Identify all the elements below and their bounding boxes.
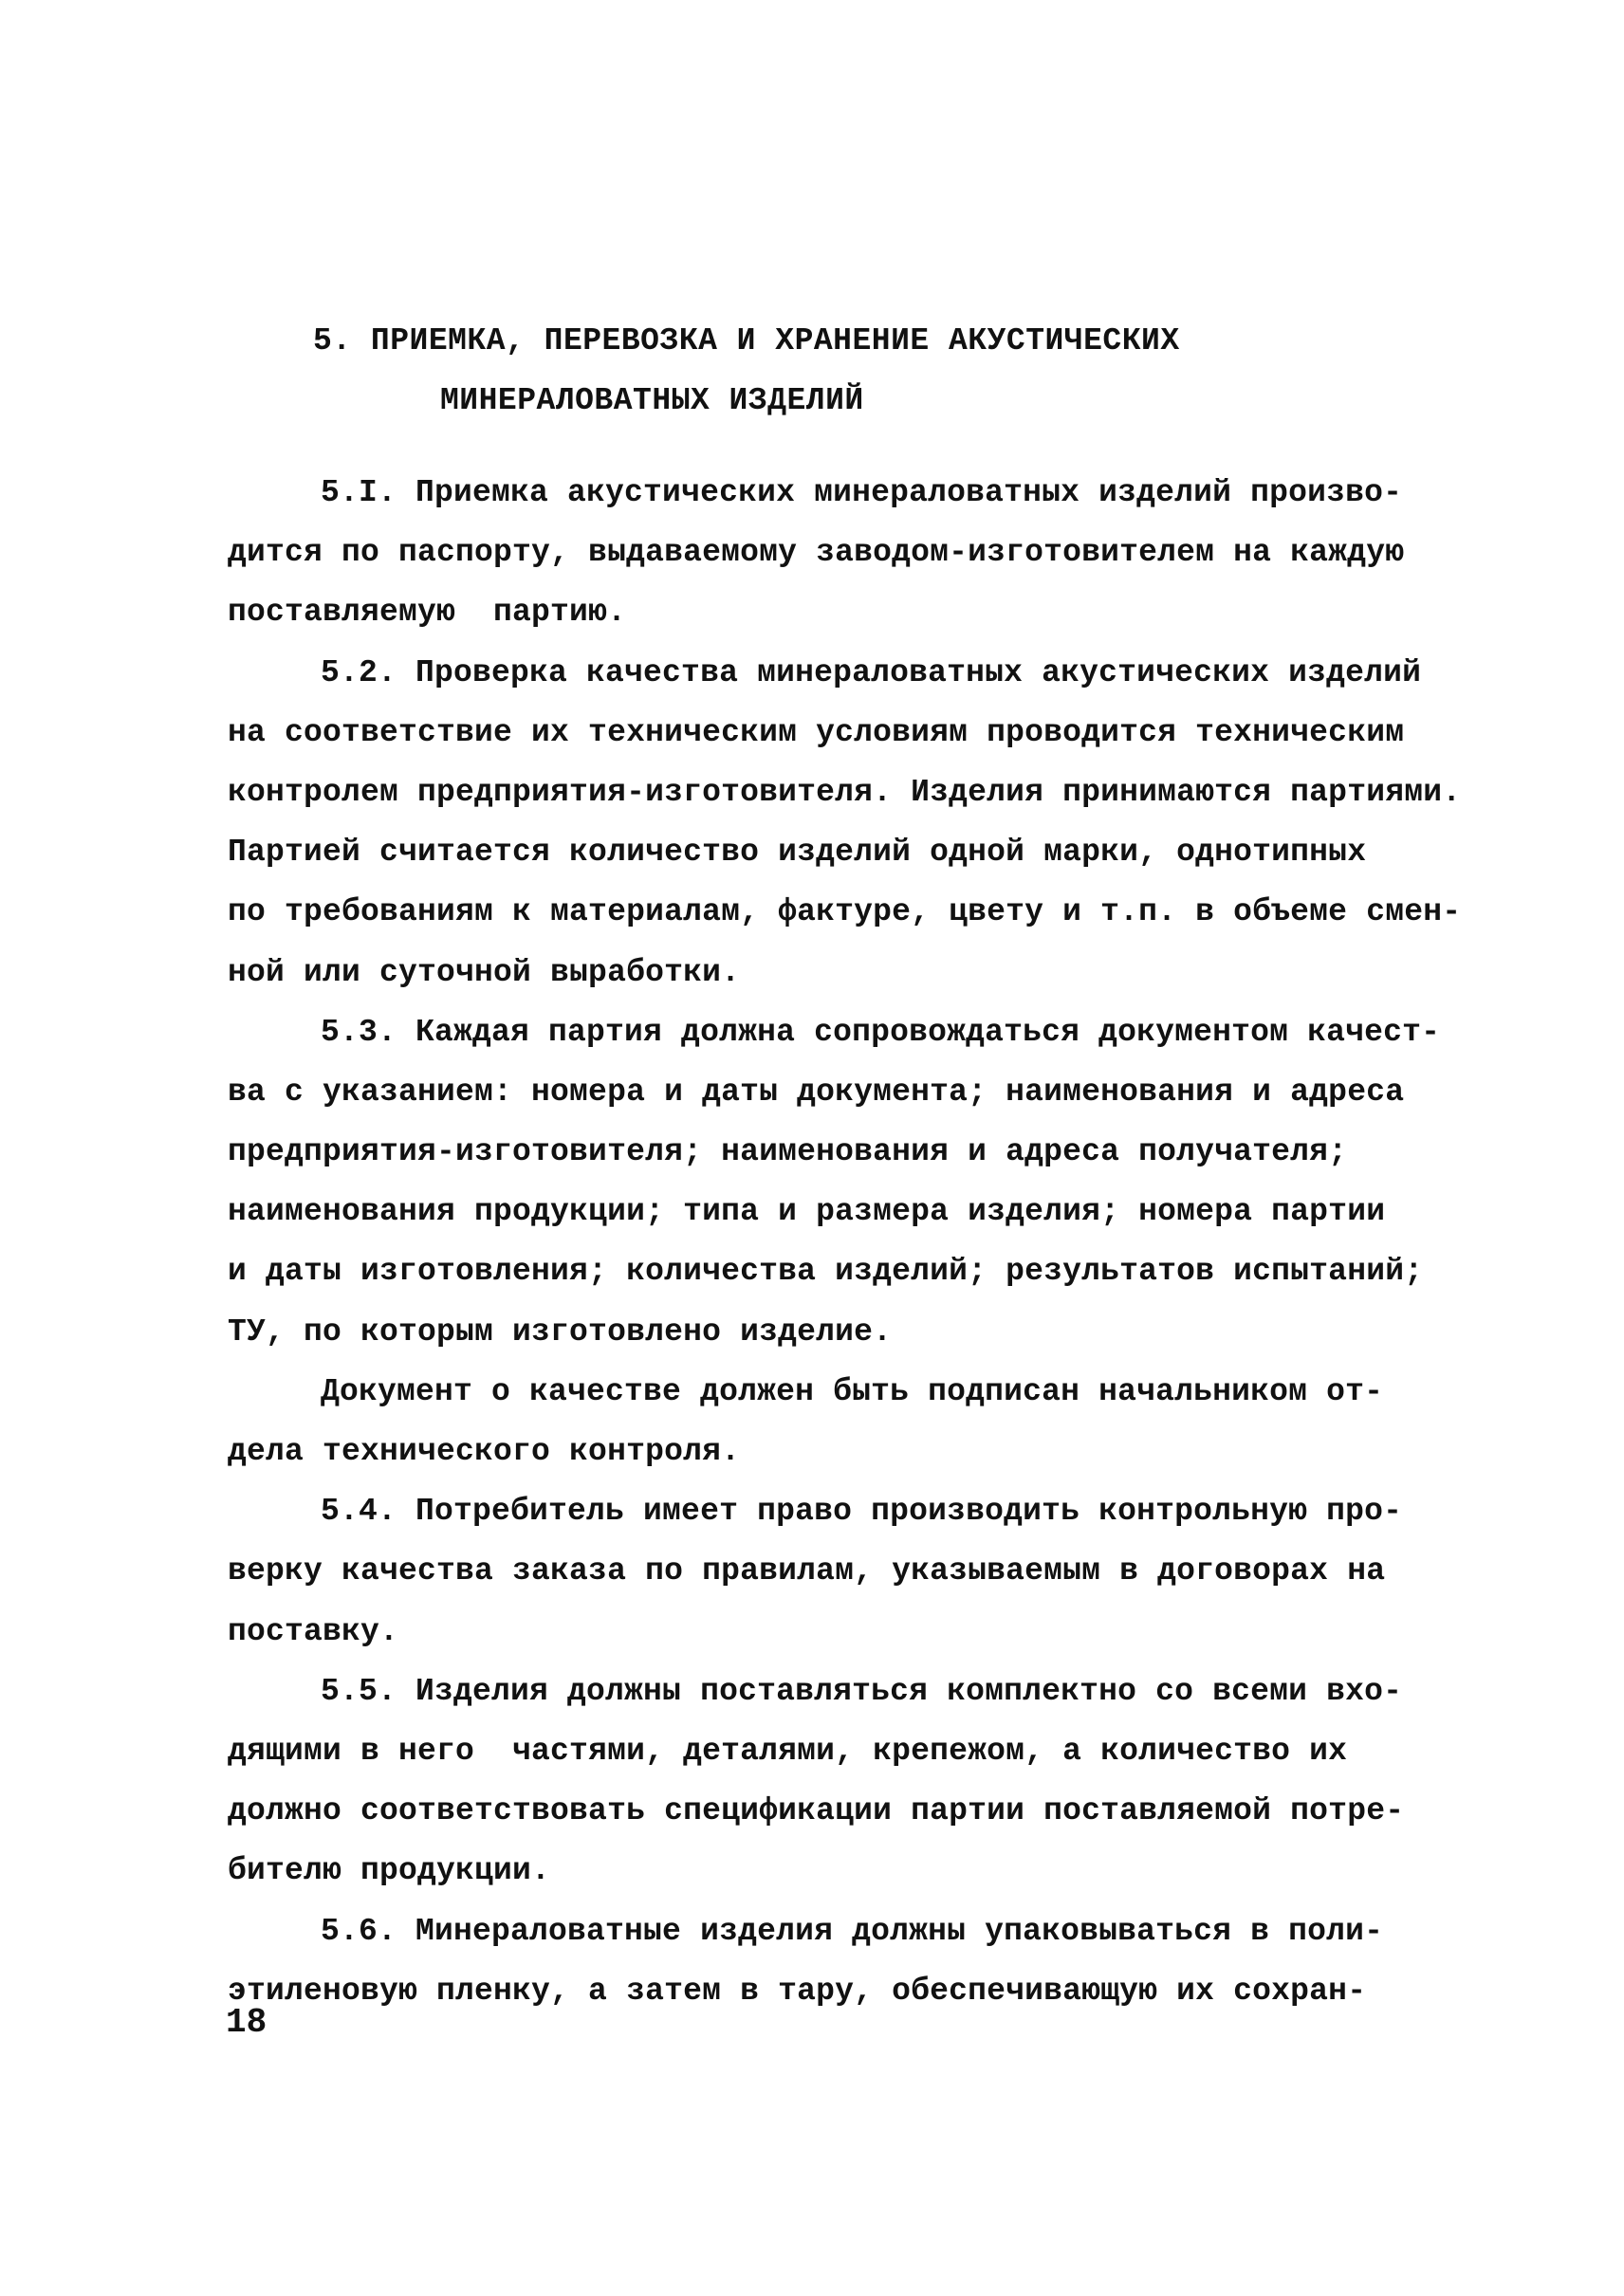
text-line: предприятия-изготовителя; наименования и адреса получателя; bbox=[228, 1134, 1348, 1170]
body-text bbox=[228, 463, 1461, 2021]
text-line: ва с указанием: номера и даты документа; наименования и адреса bbox=[228, 1074, 1405, 1110]
text-line: поставку. bbox=[228, 1613, 399, 1649]
text-line: Партией считается количество изделий одной марки, однотипных bbox=[228, 835, 1367, 871]
text-line: дела технического контроля. bbox=[228, 1434, 741, 1469]
text-line: 5.2. Проверка качества минераловатных акустических изделий bbox=[321, 654, 1422, 690]
section-heading-line-1: 5. ПРИЕМКА, ПЕРЕВОЗКА И ХРАНЕНИЕ АКУСТИЧЕСКИХ bbox=[313, 323, 1180, 358]
section-heading bbox=[313, 311, 1451, 431]
text-line: контролем предприятия-изготовителя. Изделия принимаются партиями. bbox=[228, 774, 1462, 810]
text-line: наименования продукции; типа и размера изделия; номера партии bbox=[228, 1194, 1386, 1230]
text-line: ТУ, по которым изготовлено изделие. bbox=[228, 1313, 893, 1350]
text-line: дится по паспорту, выдаваемому заводом-изготовителем на каждую bbox=[228, 535, 1405, 571]
paragraph-document-note bbox=[228, 1362, 1461, 1481]
paragraph-5-2 bbox=[228, 643, 1461, 1002]
text-line: верку качества заказа по правилам, указываемым в договорах на bbox=[228, 1553, 1386, 1589]
text-line: бителю продукции. bbox=[228, 1853, 551, 1889]
text-line: дящими в него частями, деталями, крепежом, а количество их bbox=[228, 1733, 1348, 1769]
paragraph-5-1 bbox=[228, 463, 1461, 643]
text-line: Документ о качестве должен быть подписан начальником от- bbox=[321, 1373, 1384, 1409]
text-line: 5.I. Приемка акустических минераловатных изделий произво- bbox=[321, 475, 1403, 510]
text-line: должно соответствовать спецификации партии поставляемой потре- bbox=[228, 1793, 1405, 1829]
text-line: на соответствие их техническим условиям проводится техническим bbox=[228, 714, 1405, 750]
text-line: 5.5. Изделия должны поставляться комплектно со всеми вхо- bbox=[321, 1673, 1403, 1709]
paragraph-5-5 bbox=[228, 1662, 1461, 1901]
text-line: этиленовую пленку, а затем в тару, обеспечивающую их сохран- bbox=[228, 1973, 1367, 2009]
text-line: ной или суточной выработки. bbox=[228, 954, 741, 990]
section-heading-line-2: МИНЕРАЛОВАТНЫХ ИЗДЕЛИЙ bbox=[440, 383, 864, 418]
paragraph-5-3 bbox=[228, 1002, 1461, 1362]
text-line: 5.3. Каждая партия должна сопровождаться документом качест- bbox=[321, 1014, 1441, 1050]
text-line: поставляемую партию. bbox=[228, 595, 627, 631]
text-line: и даты изготовления; количества изделий; результатов испытаний; bbox=[228, 1254, 1424, 1290]
page-number: 18 bbox=[226, 2003, 268, 2042]
text-line: 5.4. Потребитель имеет право производить контрольную про- bbox=[321, 1494, 1403, 1530]
text-line: по требованиям к материалам, фактуре, цвету и т.п. в объеме смен- bbox=[228, 894, 1462, 930]
paragraph-5-4 bbox=[228, 1481, 1461, 1662]
text-line: 5.6. Минераловатные изделия должны упаковываться в поли- bbox=[321, 1913, 1384, 1949]
paragraph-5-6 bbox=[228, 1901, 1461, 2021]
